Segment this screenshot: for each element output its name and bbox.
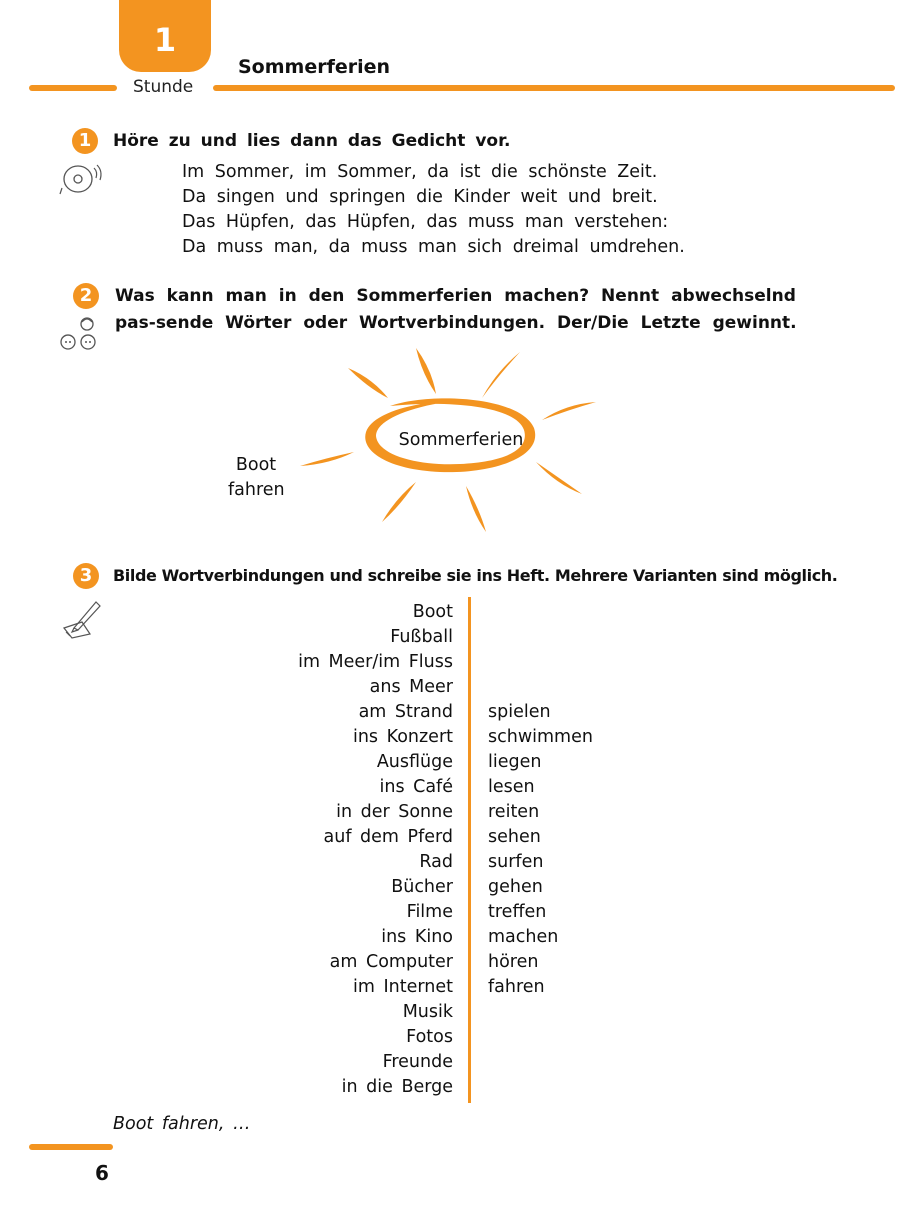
list-item: Rad [419,852,453,872]
list-item: Filme [406,902,453,922]
task3-title: Bilde Wortverbindungen und schreibe sie ins Heft. Mehrere Varianten sind möglich. [113,566,838,585]
poem-line: Das Hüpfen, das Hüpfen, das muss man verstehen: [182,212,669,232]
task2-badge: 2 [73,283,99,309]
sun-example-word-2: fahren [228,480,285,500]
poem-line: Da singen und springen die Kinder weit und breit. [182,187,658,207]
list-item: Fotos [406,1027,453,1047]
poem [182,160,685,260]
list-item: in die Berge [341,1077,453,1097]
list-item: Ausflüge [376,752,453,772]
sun-ray [416,348,436,394]
pair-work-icon [56,316,104,352]
column-divider [468,597,471,1103]
left-word-column [200,600,453,1100]
list-item: ins Konzert [352,727,453,747]
list-item: machen [488,927,559,947]
list-item: sehen [488,827,541,847]
right-word-column [488,700,593,1000]
example-answer: Boot fahren, … [113,1114,251,1134]
header-rule-left [29,85,117,91]
sun-ray [348,368,388,398]
list-item: auf dem Pferd [323,827,453,847]
list-item: ins Kino [381,927,453,947]
sun-ray [536,462,582,494]
page-number: 6 [95,1161,109,1185]
sun-ray [300,452,354,466]
sun-center-label: Sommerferien [398,430,524,450]
list-item: hören [488,952,539,972]
stunde-label: Stunde [133,77,194,97]
sun-ray [466,486,486,532]
list-item: lesen [488,777,535,797]
list-item: im Internet [353,977,453,997]
list-item: Freunde [382,1052,453,1072]
list-item: ans Meer [369,677,453,697]
list-item: am Strand [358,702,453,722]
task1-title: Höre zu und lies dann das Gedicht vor. [113,131,511,151]
lesson-title: Sommerferien [238,56,391,78]
list-item: im Meer/im Fluss [298,652,453,672]
task3-badge: 3 [73,563,99,589]
task1-badge: 1 [72,128,98,154]
list-item: gehen [488,877,543,897]
sun-ray [482,352,520,398]
writing-icon [60,598,104,640]
list-item: reiten [488,802,540,822]
list-item: ins Café [379,777,453,797]
list-item: Boot [412,602,453,622]
list-item: schwimmen [488,727,593,747]
list-item: Bücher [391,877,453,897]
list-item: Musik [402,1002,453,1022]
header-rule-right [213,85,895,91]
list-item: am Computer [329,952,453,972]
list-item: in der Sonne [336,802,453,822]
footer-rule [29,1144,113,1150]
sun-ray [382,482,416,522]
list-item: treffen [488,902,547,922]
poem-line: Da muss man, da muss man sich dreimal umdrehen. [182,237,685,257]
sun-ray [542,402,596,420]
list-item: surfen [488,852,544,872]
task2-instruction: Was kann man in den Sommerferien machen? Nennt abwechselnd pas-sende Wörter oder Wortverbindungen. Der/Die Letzte gewinnt. [115,286,797,333]
sun-example-word [228,453,284,503]
list-item: Fußball [390,627,453,647]
list-item: liegen [488,752,542,772]
list-item: spielen [488,702,551,722]
list-item: fahren [488,977,545,997]
poem-line: Im Sommer, im Sommer, da ist die schönste Zeit. [182,162,658,182]
lesson-number: 1 [153,21,177,59]
cd-audio-icon [58,160,104,196]
sun-example-word-1: Boot [235,455,277,475]
